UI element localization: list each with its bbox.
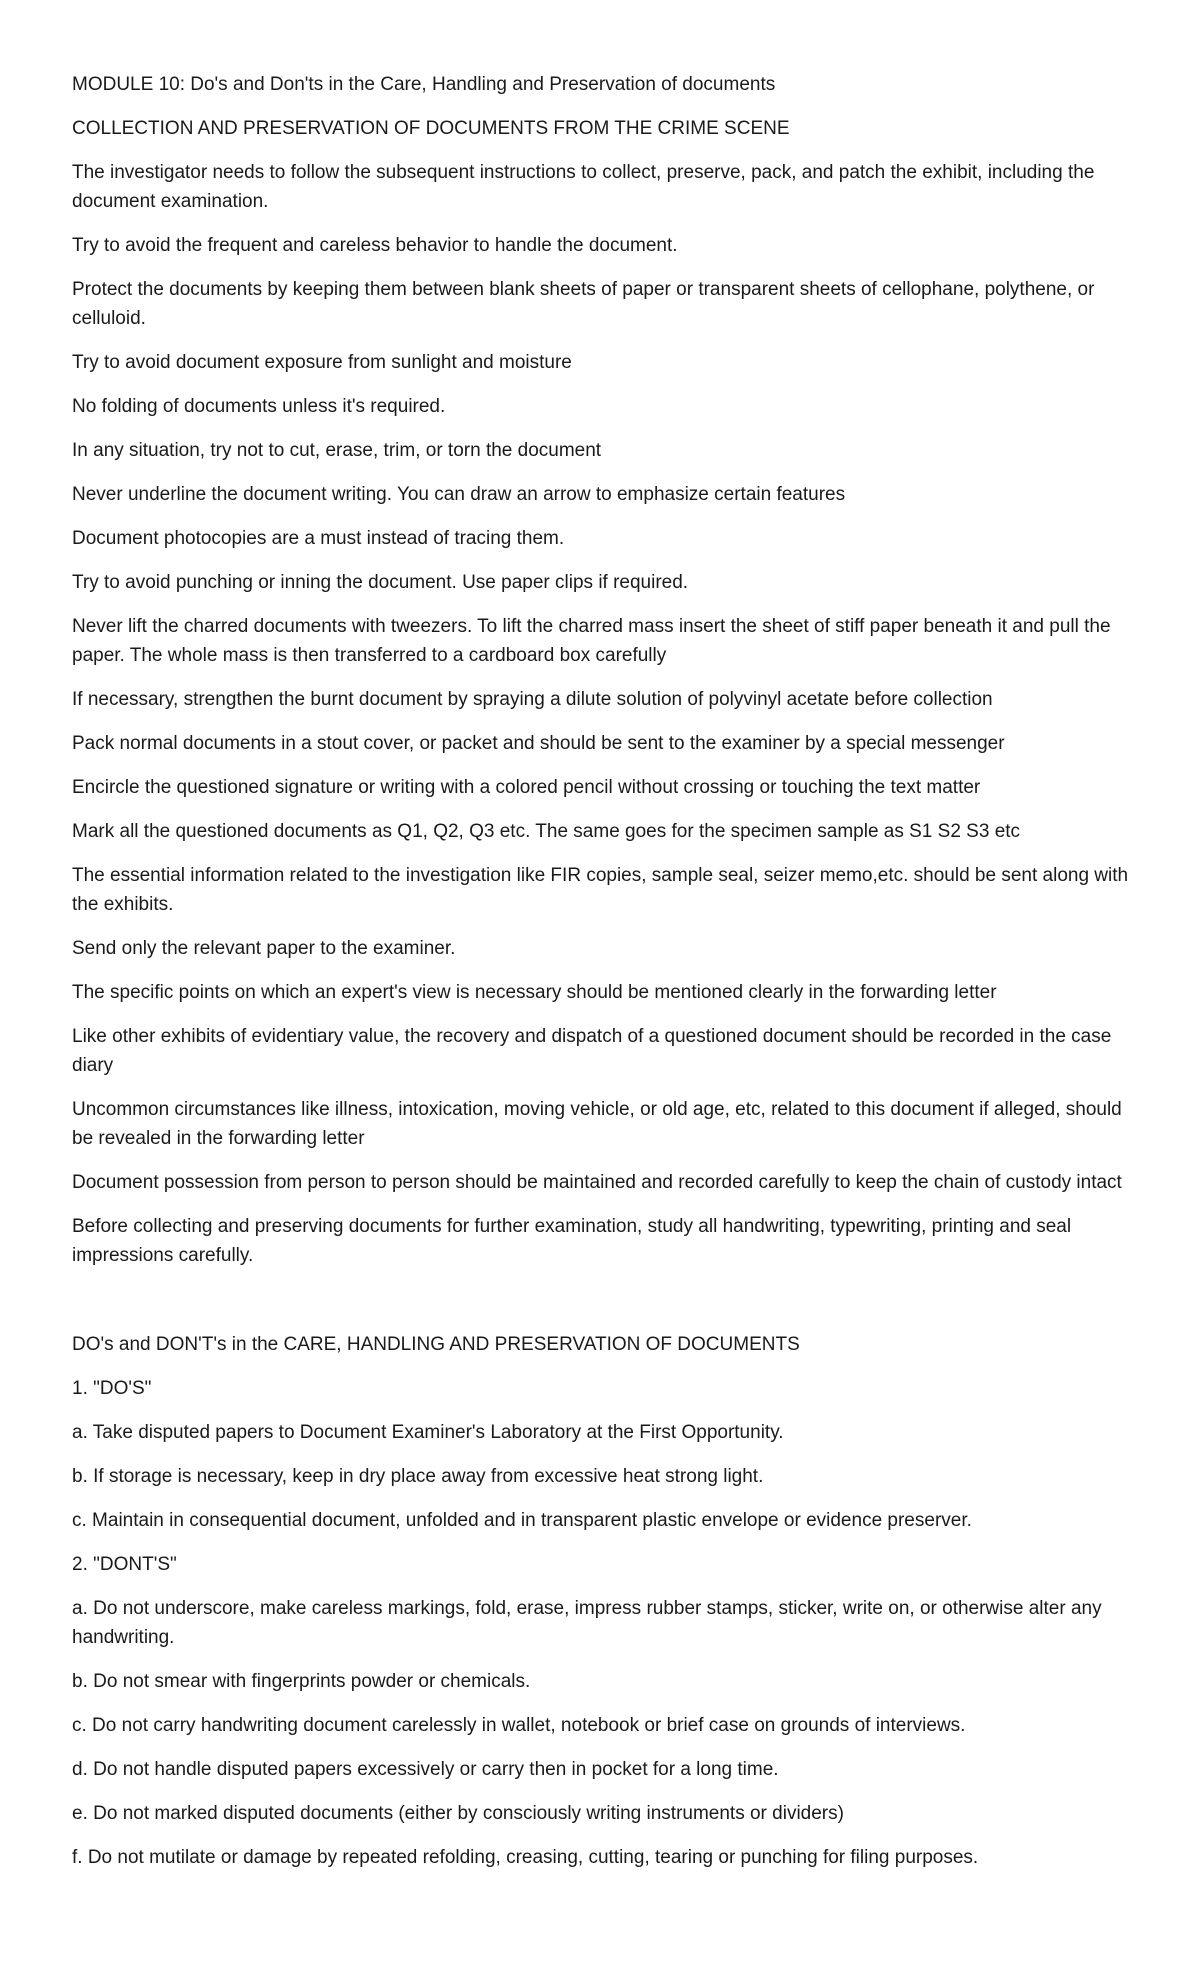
donts-item: e. Do not marked disputed documents (either by consciously writing instruments or dividers) xyxy=(72,1803,844,1824)
donts-item: c. Do not carry handwriting document carelessly in wallet, notebook or brief case on grounds of interviews. xyxy=(72,1715,966,1736)
paragraph: No folding of documents unless it's required. xyxy=(72,396,446,417)
paragraph: Like other exhibits of evidentiary value, the recovery and dispatch of a questioned document should be recorded in the case diary xyxy=(72,1026,1112,1076)
donts-item: f. Do not mutilate or damage by repeated refolding, creasing, cutting, tearing or punching for filing purposes. xyxy=(72,1847,979,1868)
paragraph: If necessary, strengthen the burnt document by spraying a dilute solution of polyvinyl acetate before collection xyxy=(72,689,993,710)
dos-heading: 1. "DO'S" xyxy=(72,1378,152,1399)
paragraph: The specific points on which an expert's view is necessary should be mentioned clearly in the forwarding letter xyxy=(72,982,997,1003)
document-page xyxy=(72,70,1142,1887)
paragraph: Try to avoid document exposure from sunlight and moisture xyxy=(72,352,572,373)
donts-item: b. Do not smear with fingerprints powder or chemicals. xyxy=(72,1671,531,1692)
dos-item: b. If storage is necessary, keep in dry place away from excessive heat strong light. xyxy=(72,1466,764,1487)
section-heading-dos-donts: DO's and DON'T's in the CARE, HANDLING AND PRESERVATION OF DOCUMENTS xyxy=(72,1334,800,1355)
dos-item: a. Take disputed papers to Document Examiner's Laboratory at the First Opportunity. xyxy=(72,1422,784,1443)
section-spacer xyxy=(72,1285,1142,1330)
paragraph: Mark all the questioned documents as Q1, Q2, Q3 etc. The same goes for the specimen sample as S1 S2 S3 etc xyxy=(72,821,1021,842)
donts-heading: 2. "DONT'S" xyxy=(72,1554,177,1575)
paragraph: Protect the documents by keeping them between blank sheets of paper or transparent sheets of cellophane, polythene, or celluloid. xyxy=(72,279,1095,329)
paragraph: Pack normal documents in a stout cover, or packet and should be sent to the examiner by a special messenger xyxy=(72,733,1005,754)
paragraph: Never lift the charred documents with tweezers. To lift the charred mass insert the sheet of stiff paper beneath it and pull the paper. The whole mass is then transferred to a cardboard box carefully xyxy=(72,616,1111,666)
paragraph: Never underline the document writing. You can draw an arrow to emphasize certain features xyxy=(72,484,846,505)
paragraph: Encircle the questioned signature or writing with a colored pencil without crossing or touching the text matter xyxy=(72,777,981,798)
section-heading-collection: COLLECTION AND PRESERVATION OF DOCUMENTS FROM THE CRIME SCENE xyxy=(72,118,790,139)
dos-item: c. Maintain in consequential document, unfolded and in transparent plastic envelope or evidence preserver. xyxy=(72,1510,972,1531)
module-title: MODULE 10: Do's and Don'ts in the Care, Handling and Preservation of documents xyxy=(72,74,776,95)
paragraph: Try to avoid punching or inning the document. Use paper clips if required. xyxy=(72,572,689,593)
paragraph: Document possession from person to person should be maintained and recorded carefully to keep the chain of custody intact xyxy=(72,1172,1122,1193)
paragraph: In any situation, try not to cut, erase, trim, or torn the document xyxy=(72,440,602,461)
paragraph: Try to avoid the frequent and careless behavior to handle the document. xyxy=(72,235,678,256)
paragraph: The essential information related to the investigation like FIR copies, sample seal, seizer memo,etc. should be sent along with the exhibits. xyxy=(72,865,1129,915)
paragraph: Before collecting and preserving documents for further examination, study all handwriting, typewriting, printing and seal impressions carefully. xyxy=(72,1216,1072,1266)
paragraph: Document photocopies are a must instead of tracing them. xyxy=(72,528,565,549)
paragraph: Uncommon circumstances like illness, intoxication, moving vehicle, or old age, etc, related to this document if alleged, should be revealed in the forwarding letter xyxy=(72,1099,1122,1149)
donts-item: d. Do not handle disputed papers excessively or carry then in pocket for a long time. xyxy=(72,1759,779,1780)
donts-item: a. Do not underscore, make careless markings, fold, erase, impress rubber stamps, sticker, write on, or otherwise alter any handwriting. xyxy=(72,1598,1102,1648)
paragraph: The investigator needs to follow the subsequent instructions to collect, preserve, pack, and patch the exhibit, including the document examination. xyxy=(72,162,1095,212)
paragraph: Send only the relevant paper to the examiner. xyxy=(72,938,456,959)
